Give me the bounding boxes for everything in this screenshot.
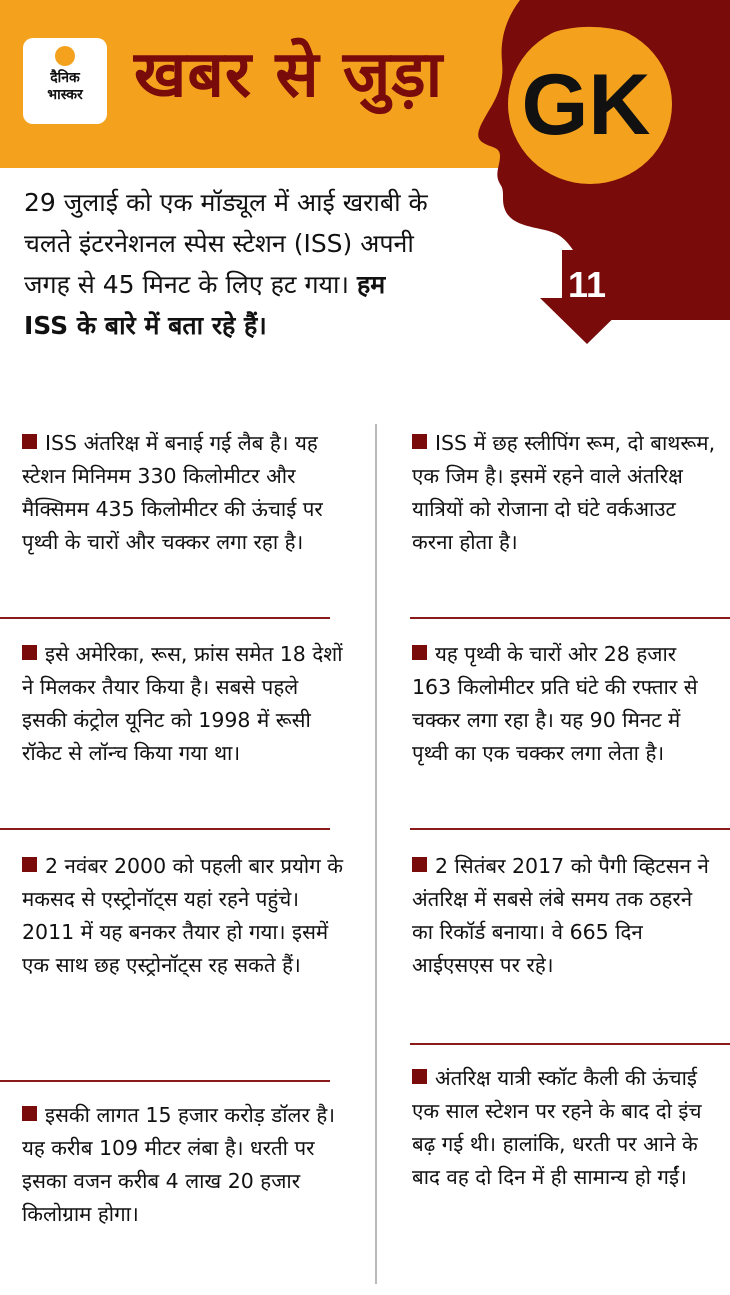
divider-left-1 (0, 617, 330, 619)
divider-left-2 (0, 828, 330, 830)
brand-line-1: दैनिक (50, 70, 80, 86)
fact-left-4: इसकी लागत 15 हजार करोड़ डॉलर है। यह करीब 109 मीटर लंबा है। धरती पर इसका वजन करीब 4 लाख 20 हजार किलोग्राम होगा। (22, 1103, 336, 1226)
intro-paragraph (24, 182, 429, 346)
fact-right-3: 2 सितंबर 2017 को पैगी व्हिटसन ने अंतरिक्ष में सबसे लंबे समय तक ठहरने का रिकॉर्ड बनाया। वे 665 दिन आईएसएस पर रहे। (412, 854, 709, 977)
headline-title: खबर से जुड़ा (134, 38, 444, 112)
square-bullet-icon (22, 857, 37, 872)
divider-left-3 (0, 1080, 330, 1082)
square-bullet-icon (412, 857, 427, 872)
fact-left-2: इसे अमेरिका, रूस, फ्रांस समेत 18 देशों ने मिलकर तैयार किया है। सबसे पहले इसकी कंट्रोल यूनिट को 1998 में रूसी रॉकेट से लॉन्च किया गया था। (22, 642, 343, 765)
fact-right-2: यह पृथ्वी के चारों ओर 28 हजार 163 किलोमीटर प्रति घंटे की रफ्तार से चक्कर लगा रहा है। यह 90 मिनट में पृथ्वी का एक चक्कर लगा लेता है। (412, 642, 698, 765)
brand-line-2: भास्कर (47, 87, 83, 103)
square-bullet-icon (412, 1069, 427, 1084)
square-bullet-icon (22, 434, 37, 449)
fact-right-1: ISS में छह स्लीपिंग रूम, दो बाथरूम, एक जिम है। इसमें रहने वाले अंतरिक्ष यात्रियों को रोजाना दो घंटे वर्कआउट करना होता है। (412, 431, 716, 554)
fact-left-1: ISS अंतरिक्ष में बनाई गई लैब है। यह स्टेशन मिनिमम 330 किलोमीटर और मैक्सिमम 435 किलोमीटर की ऊंचाई पर पृथ्वी के चारों और चक्कर लगा रहा है। (22, 431, 323, 554)
issue-number: 11 (567, 264, 607, 305)
square-bullet-icon (22, 645, 37, 660)
intro-text: 29 जुलाई को एक मॉड्यूल में आई खराबी के चलते इंटरनेशनल स्पेस स्टेशन (ISS) अपनी जगह से 45 मिनट के लिए हट गया। (24, 188, 428, 299)
divider-right-1 (410, 617, 730, 619)
divider-right-3 (410, 1043, 730, 1045)
square-bullet-icon (412, 645, 427, 660)
fact-left-3: 2 नवंबर 2000 को पहली बार प्रयोग के मकसद से एस्ट्रोनॉट्स यहां रहने पहुंचे। 2011 में यह बनकर तैयार हो गया। इसमें एक साथ छह एस्ट्रोनॉट्स रह सकते हैं। (22, 854, 344, 977)
intro-bold: हम ISS के बारे में बता रहे हैं। (24, 270, 386, 340)
column-divider (375, 424, 377, 1284)
divider-right-2 (410, 828, 730, 830)
gk-badge: GK (521, 57, 651, 153)
square-bullet-icon (22, 1106, 37, 1121)
square-bullet-icon (412, 434, 427, 449)
fact-right-4: अंतरिक्ष यात्री स्कॉट कैली की ऊंचाई एक साल स्टेशन पर रहने के बाद दो इंच बढ़ गई थी। हालांकि, धरती पर आने के बाद वह दो दिन में ही सामान्य हो गईं। (412, 1066, 702, 1189)
